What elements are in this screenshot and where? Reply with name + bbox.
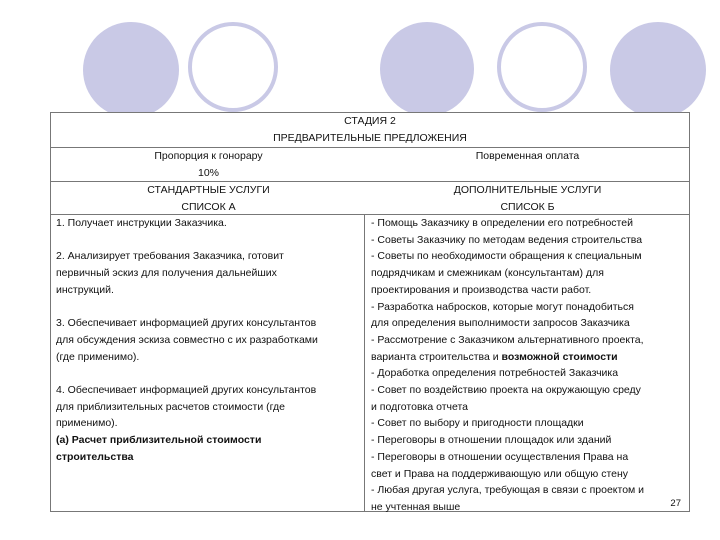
stage-header <box>51 113 689 147</box>
list-item: - Доработка определения потребностей Заказчика <box>371 367 619 380</box>
extra-services-header <box>366 182 689 216</box>
list-item: для определения выполнимости запросов Заказчика <box>371 317 630 330</box>
list-item: подрядчикам и смежникам (консультантам) для <box>371 267 604 280</box>
list-item: - Переговоры в отношении осуществления Права на <box>371 450 629 463</box>
page-number: 27 <box>670 498 681 509</box>
list-item: - Помощь Заказчику в определении его потребностей <box>371 217 633 229</box>
fee-percent: 10% <box>197 167 219 179</box>
list-item: и подготовка отчета <box>371 400 469 413</box>
list-item: - Совет по воздействию проекта на окружающую среду <box>371 384 641 397</box>
fee-proportion-label: Пропорция к гонорару <box>154 150 263 162</box>
extra-services-label: ДОПОЛНИТЕЛЬНЫЕ УСЛУГИ <box>453 184 602 196</box>
standard-services-label: СТАНДАРТНЫЕ УСЛУГИ <box>147 184 270 196</box>
list-b-label: СПИСОК Б <box>500 201 555 213</box>
decorative-circle <box>83 22 179 118</box>
list-item: - Переговоры в отношении площадок или зданий <box>371 434 612 447</box>
fee-left <box>51 148 366 182</box>
list-item-text: варианта строительства и <box>371 350 502 363</box>
list-item: (где применимо). <box>56 350 140 363</box>
list-item: - Разработка набросков, которые могут понадобиться <box>371 300 634 313</box>
fee-row <box>51 147 689 181</box>
stage-subtitle: ПРЕДВАРИТЕЛЬНЫЕ ПРЕДЛОЖЕНИЯ <box>273 132 467 144</box>
list-item: первичный эскиз для получения дальнейших <box>56 267 277 280</box>
list-item: (а) Расчет приблизительной стоимости <box>56 434 262 447</box>
standard-services-list <box>56 215 361 466</box>
list-item: не учтенная выше <box>371 500 461 513</box>
decorative-circle <box>380 22 474 116</box>
fee-right <box>366 148 689 165</box>
list-item: для приблизительных расчетов стоимости (где <box>56 400 285 413</box>
list-item <box>371 349 689 366</box>
list-item: - Советы по необходимости обращения к специальным <box>371 250 642 263</box>
list-item: - Любая другая услуга, требующая в связи с проектом и <box>371 484 645 497</box>
list-item: свет и Права на поддерживающую или общую стену <box>371 467 629 480</box>
list-item: 1. Получает инструкции Заказчика. <box>56 217 227 229</box>
services-table <box>50 112 690 512</box>
decorative-circle <box>610 22 706 118</box>
services-body <box>51 214 689 512</box>
list-item: проектирования и производства части работ. <box>371 283 592 296</box>
list-a-label: СПИСОК А <box>181 201 236 213</box>
list-item-bold: возможной стоимости <box>501 350 618 363</box>
list-item: для обсуждения эскиза совместно с их разработками <box>56 333 318 346</box>
decorative-ring <box>497 22 587 112</box>
list-item: - Совет по выбору и пригодности площадки <box>371 417 584 430</box>
list-item: 4. Обеспечивает информацией других консультантов <box>56 383 317 396</box>
list-item: - Советы Заказчику по методам ведения строительства <box>371 233 643 246</box>
list-item: - Рассмотрение с Заказчиком альтернативного проекта, <box>371 333 644 346</box>
extra-services-list <box>371 215 689 516</box>
services-header-row <box>51 181 689 215</box>
list-item: инструкций. <box>56 283 114 296</box>
list-item: применимо). <box>56 417 118 430</box>
stage-title: СТАДИЯ 2 <box>344 115 396 127</box>
standard-services-header <box>51 182 366 216</box>
list-item: строительства <box>56 450 134 463</box>
list-item: 2. Анализирует требования Заказчика, готовит <box>56 250 284 263</box>
list-item: 3. Обеспечивает информацией других консультантов <box>56 317 317 330</box>
decorative-ring <box>188 22 278 112</box>
hourly-pay-label: Повременная оплата <box>475 150 580 162</box>
